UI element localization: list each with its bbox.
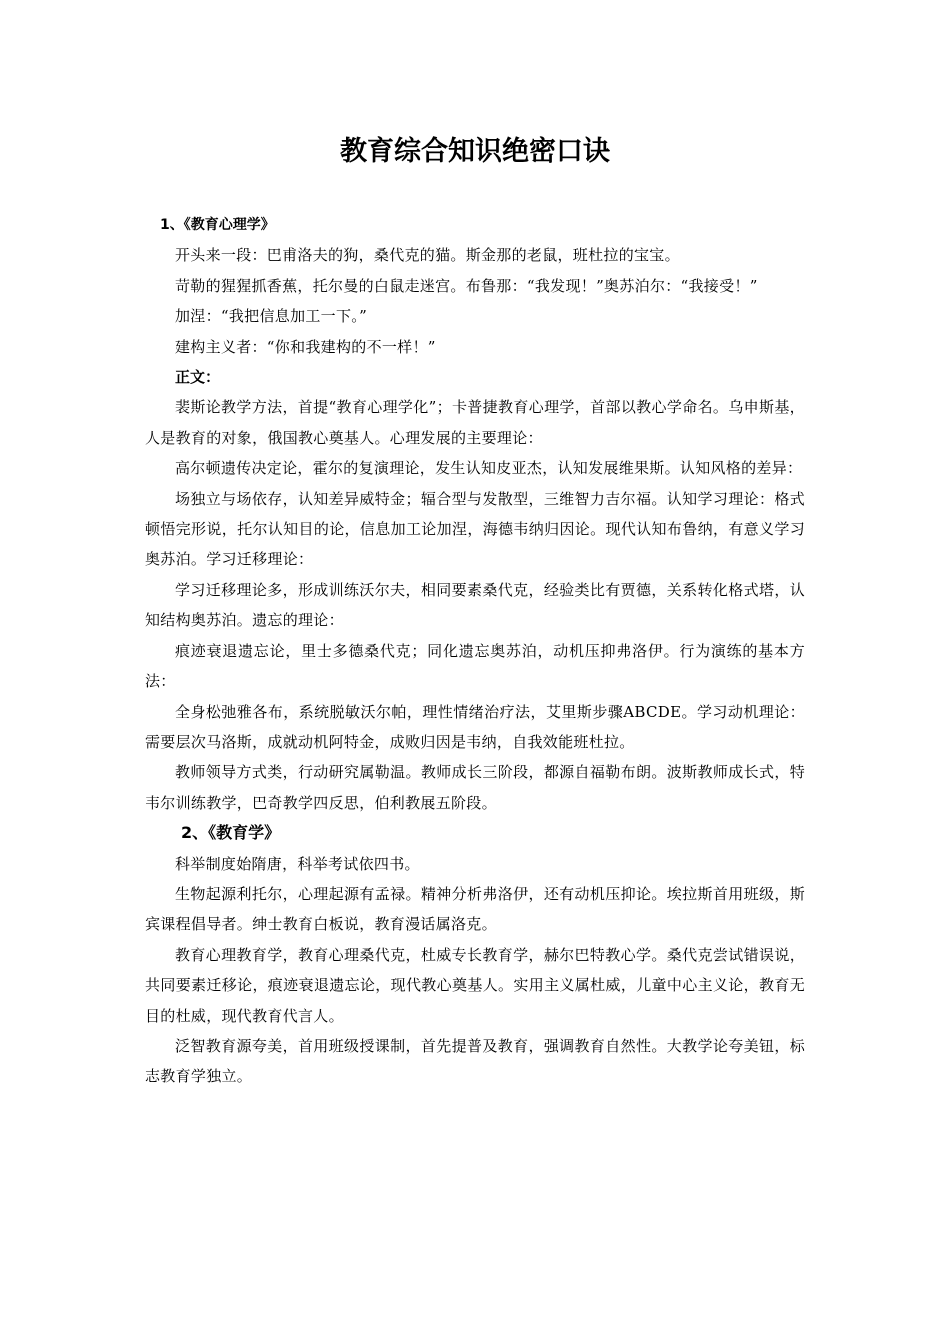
paragraph: 苛勒的猩猩抓香蕉，托尔曼的白鼠走迷宫。布鲁那：“我发现！”奥苏泊尔：“我接受！” [175, 276, 758, 295]
paragraph: 教育心理教育学，教育心理桑代克，杜威专长教育学，赫尔巴特教心学。桑代克尝试错误说，共同要素迁移论，痕迹衰退遗忘论，现代教心奠基人。实用主义属杜威，儿童中心主义论，教育无目的杜威，现代教育代言人。 [145, 945, 805, 1025]
paragraph: 开头来一段：巴甫洛夫的狗，桑代克的猫。斯金那的老鼠，班杜拉的宝宝。 [175, 246, 680, 265]
paragraph: 裴斯论教学方法，首提“教育心理学化”；卡普捷教育心理学，首部以教心学命名。乌申斯基，人是教育的对象，俄国教心奠基人。心理发展的主要理论： [145, 398, 805, 447]
section-educational-psychology [145, 210, 805, 818]
paragraph: 科举制度始隋唐，科举考试依四书。 [175, 854, 420, 873]
paragraph: 学习迁移理论多，形成训练沃尔夫，相同要素桑代克，经验类比有贾德，关系转化格式塔，认知结构奥苏泊。遗忘的理论： [145, 580, 805, 630]
section-heading: 2、《教育学》 [181, 823, 281, 843]
paragraph: 教师领导方式类，行动研究属勒温。教师成长三阶段，都源自福勒布朗。波斯教师成长式，特韦尔训练教学，巴奇教学四反思，伯利教展五阶段。 [145, 763, 805, 812]
section-heading: 1、《教育心理学》 [160, 217, 275, 233]
paragraph: 高尔顿遗传决定论，霍尔的复演理论，发生认知皮亚杰，认知发展维果斯。认知风格的差异： [175, 459, 803, 478]
paragraph: 场独立与场依存，认知差异威特金；辐合型与发散型，三维智力吉尔福。认知学习理论：格式顿悟完形说，托尔认知目的论，信息加工论加涅，海德韦纳归因论。现代认知布鲁纳，有意义学习奥苏泊。学习迁移理论： [145, 489, 805, 569]
document-body [145, 210, 805, 1092]
paragraph: 加涅：“我把信息加工一下。” [175, 307, 368, 326]
paragraph: 泛智教育源夸美，首用班级授课制，首先提普及教育，强调教育自然性。大教学论夸美钮，标志教育学独立。 [145, 1036, 805, 1086]
subheading-body: 正文： [175, 368, 221, 387]
paragraph: 生物起源利托尔，心理起源有孟禄。精神分析弗洛伊，还有动机压抑论。埃拉斯首用班级，斯宾课程倡导者。绅士教育白板说，教育漫话属洛克。 [145, 884, 805, 934]
paragraph: 痕迹衰退遗忘论，里士多德桑代克；同化遗忘奥苏泊，动机压抑弗洛伊。行为演练的基本方法： [145, 641, 805, 691]
section-pedagogy [145, 818, 805, 1092]
paragraph: 建构主义者：“你和我建构的不一样！” [175, 337, 436, 356]
paragraph: 全身松弛雅各布，系统脱敏沃尔帕，理性情绪治疗法，艾里斯步骤ABCDE。学习动机理论：需要层次马洛斯，成就动机阿特金，成败归因是韦纳，自我效能班杜拉。 [145, 702, 805, 751]
page-title: 教育综合知识绝密口诀 [340, 136, 610, 167]
